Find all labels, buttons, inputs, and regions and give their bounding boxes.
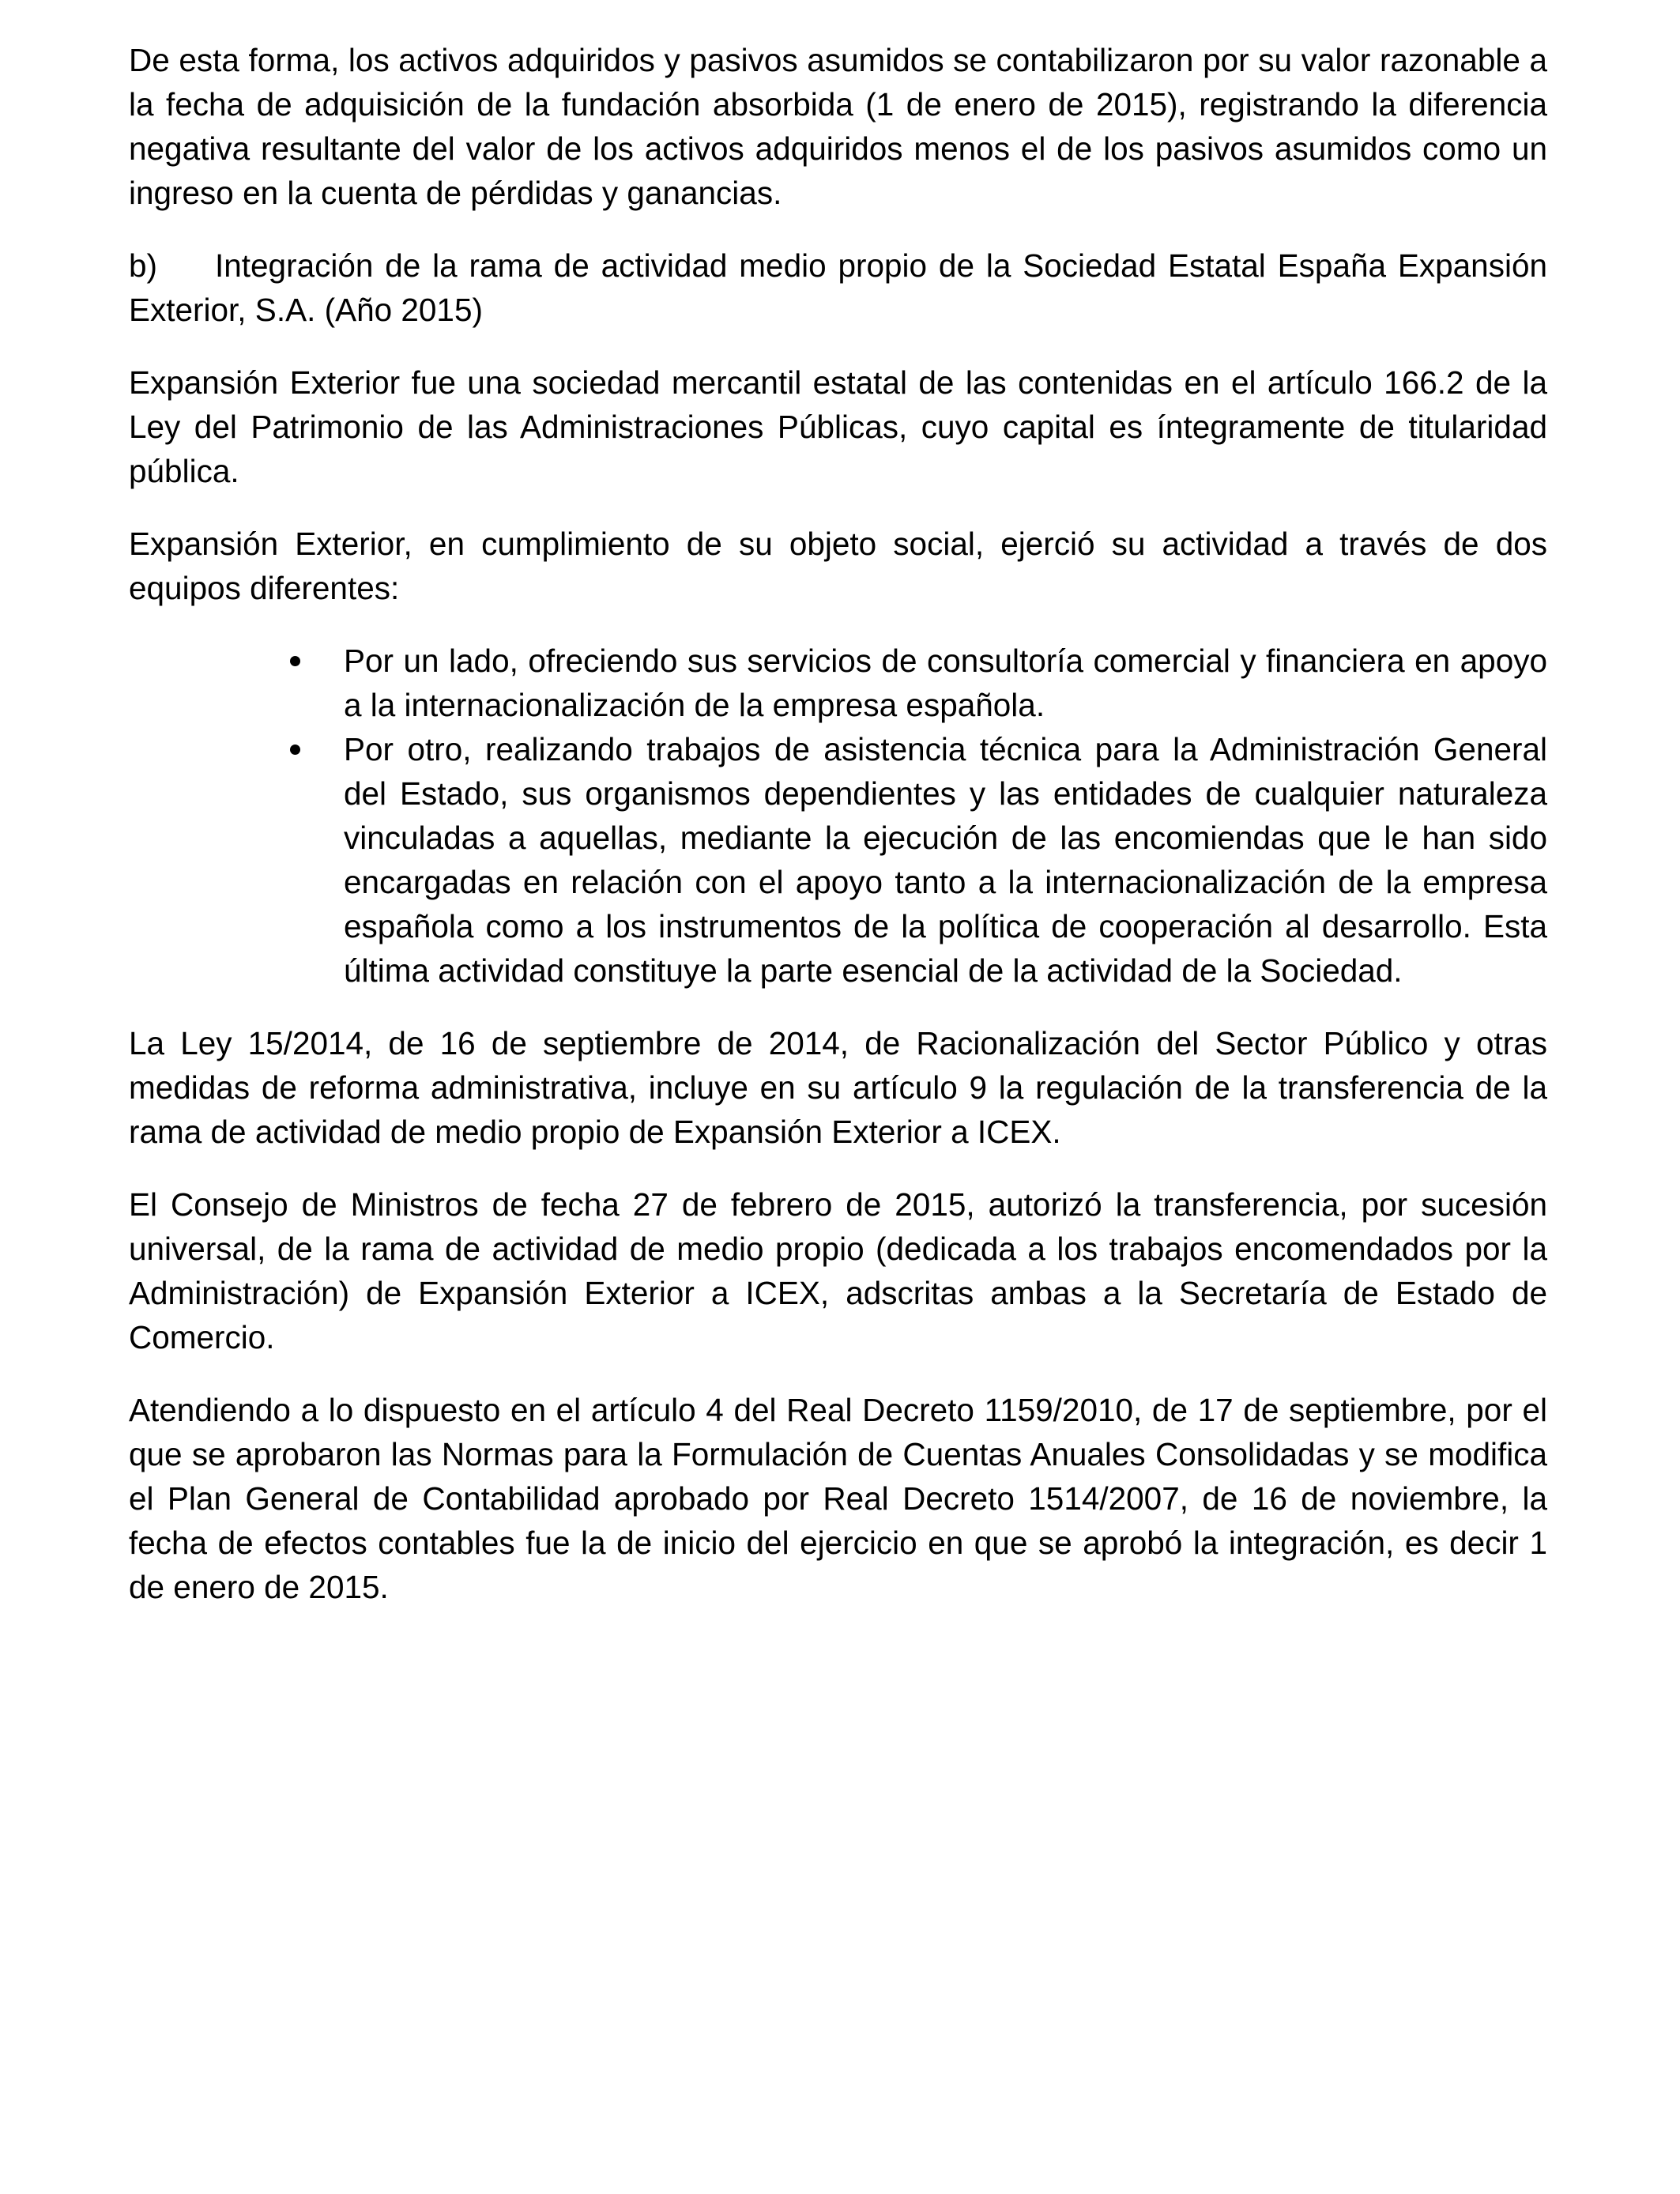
bullet-text: Por un lado, ofreciendo sus servicios de consultoría comercial y financiera en apoyo a la internacionalización de la empresa española.: [344, 643, 1547, 723]
section-b-heading: [129, 243, 1547, 332]
paragraph-consejo-ministros: El Consejo de Ministros de fecha 27 de febrero de 2015, autorizó la transferencia, por sucesión universal, de la rama de actividad de medio propio (dedicada a los trabajos encomendados por la Administración) de Expansión Exterior a ICEX, adscritas ambas a la Secretaría de Estado de Comercio.: [129, 1186, 1547, 1355]
section-b-label: b): [129, 247, 158, 284]
bullet-icon: [290, 745, 300, 755]
bullet-text: Por otro, realizando trabajos de asistencia técnica para la Administración General del Estado, sus organismos dependientes y las entidades de cualquier naturaleza vinculadas a aquellas, mediante la ejecución de las encomiendas que le han sido encargadas en relación con el apoyo tanto a la internacionalización de la empresa española como a los instrumentos de la política de cooperación al desarrollo. Esta última actividad constituye la parte esencial de la actividad de la Sociedad.: [344, 731, 1547, 989]
paragraph-real-decreto: Atendiendo a lo dispuesto en el artículo 4 del Real Decreto 1159/2010, de 17 de septiembre, por el que se aprobaron las Normas para la Formulación de Cuentas Anuales Consolidadas y se modifica el Plan General de Contabilidad aprobado por Real Decreto 1514/2007, de 16 de noviembre, la fecha de efectos contables fue la de inicio del ejercicio en que se aprobó la integración, es decir 1 de enero de 2015.: [129, 1392, 1547, 1605]
paragraph-ley-15-2014: La Ley 15/2014, de 16 de septiembre de 2014, de Racionalización del Sector Público y otras medidas de reforma administrativa, incluye en su artículo 9 la regulación de la transferencia de la rama de actividad de medio propio de Expansión Exterior a ICEX.: [129, 1025, 1547, 1150]
document-page: [129, 38, 1547, 1638]
list-item: [129, 727, 1547, 993]
section-b-title: Integración de la rama de actividad medio propio de la Sociedad Estatal España Expansión Exterior, S.A. (Año 2015): [129, 247, 1547, 328]
paragraph-expansion-exterior-definition: Expansión Exterior fue una sociedad mercantil estatal de las contenidas en el artículo 166.2 de la Ley del Patrimonio de las Administraciones Públicas, cuyo capital es íntegramente de titularidad pública.: [129, 364, 1547, 489]
list-item: [129, 639, 1547, 727]
activity-bullet-list: [129, 639, 1547, 993]
bullet-icon: [290, 656, 300, 666]
paragraph-fair-value: De esta forma, los activos adquiridos y pasivos asumidos se contabilizaron por su valor razonable a la fecha de adquisición de la fundación absorbida (1 de enero de 2015), registrando la diferencia negativa resultante del valor de los activos adquiridos menos el de los pasivos asumidos como un ingreso en la cuenta de pérdidas y ganancias.: [129, 42, 1547, 211]
paragraph-two-teams: Expansión Exterior, en cumplimiento de su objeto social, ejerció su actividad a través de dos equipos diferentes:: [129, 526, 1547, 606]
